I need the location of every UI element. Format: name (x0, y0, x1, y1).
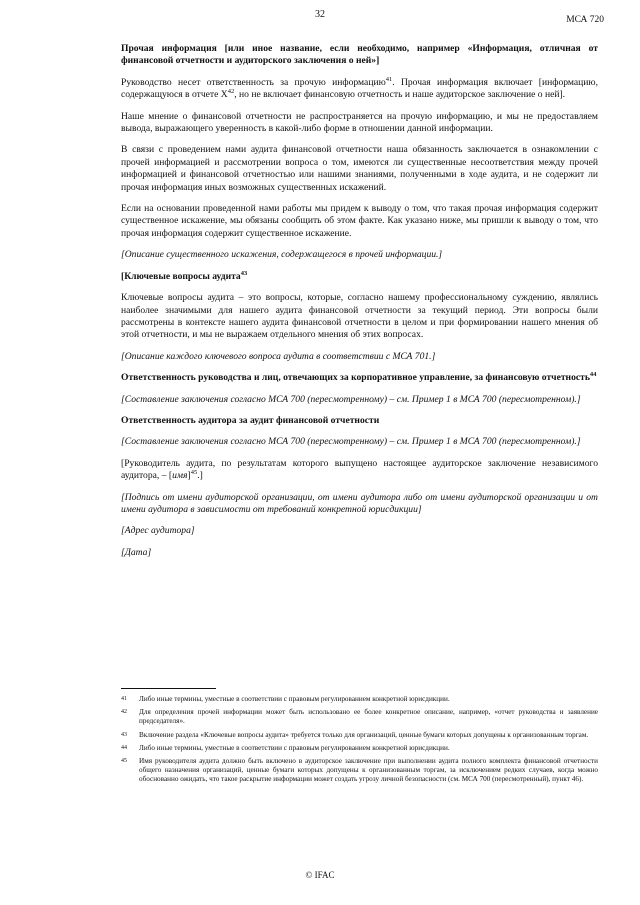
heading-other-information: Прочая информация [или иное название, если необходимо, например «Информация, отличная от финансовой отчетности и аудиторского заключения о ней»] (121, 43, 598, 67)
heading-auditor-responsibility: Ответственность аудитора за аудит финансовой отчетности (121, 414, 380, 426)
placeholder-signature: [Подпись от имени аудиторской организации, от имени аудитора либо от имени аудиторской организации и от имени аудитора в зависимости от требований конкретной юрисдикции] (121, 491, 598, 515)
footnote-ref-45: 45 (190, 468, 198, 476)
paragraph-engagement-partner: [Руководитель аудита, по результатам которого выпущено настоящее аудиторское заключение независимого аудитора, – [имя]$^{45}$.] (121, 457, 598, 482)
placeholder-auditor-section: [Составление заключения согласно МСА 700 (пересмотренному) – см. Пример 1 в МСА 700 (пересмотренном).] (121, 436, 581, 448)
heading-management-responsibility: Ответственность руководства и лиц, отвечающих за корпоративное управление, за финансовую отчетность$^{44}$ (121, 370, 597, 384)
placeholder-auditor-address: [Адрес аудитора] (121, 525, 195, 537)
paragraph-opinion-scope: Наше мнение о финансовой отчетности не распространяется на прочую информацию, и мы не предоставляем вывода, выражающего уверенность в какой-либо форме в отношении данной информации. (121, 110, 598, 135)
page-number: 32 (315, 9, 325, 20)
paragraph-responsibility: Руководство несет ответственность за прочую информацию$^{41}$. Прочая информация включает [информацию, содержащуюся в отчете $X^{42}$, но не включает финансовую отчетность и наше аудиторское заключение о ней]. (121, 75, 598, 101)
footnote: 45 Имя руководителя аудита должно быть включено в аудиторское заключение при выполнении аудита полного комплекта финансовой отчетности общего назначения организаций, ценные бумаги которых допущены к организованным торгам, за исключением редких случаев, когда можно обоснованно ожидать, что такое раскрытие информации может создать угрозу личной безопасности (см. МСА 700 (пересмотренный), пункт 46). (121, 757, 598, 784)
footnote-ref-42: 42 (227, 88, 235, 96)
footnote-ref-43: 43 (240, 269, 248, 277)
footnote: 42 Для определения прочей информации может быть использовано ее более конкретное описание, например, «отчет руководства и заявление председателя». (121, 708, 598, 726)
document-code: МСА 720 (566, 15, 604, 25)
paragraph-auditor-duty: В связи с проведением нами аудита финансовой отчетности наша обязанность заключается в ознакомлении с прочей информацией и рассмотрении вопроса о том, имеются ли существенные несоответствия между прочей информацией и финансовой отчетностью или нашими знаниями, полученными в ходе аудита, и не содержит ли прочая информация иных возможных существенных искажений. (121, 144, 598, 193)
page-footer: © IFAC (305, 870, 335, 880)
footnote: 43 Включение раздела «Ключевые вопросы аудита» требуется только для организаций, ценные бумаги которых допущены к организованным торгам. (121, 730, 589, 739)
paragraph-key-audit-matters: Ключевые вопросы аудита – это вопросы, которые, согласно нашему профессиональному суждению, являлись наиболее значимыми для нашего аудита финансовой отчетности за текущий период. Эти вопросы были рассмотрены в контексте нашего аудита финансовой отчетности в целом и при формировании нашего мнения об этой отчетности, и мы не выражаем отдельного мнения об этих вопросах. (121, 292, 598, 341)
paragraph-misstatement-conclusion: Если на основании проведенной нами работы мы придем к выводу о том, что такая прочая информация содержит существенное искажение, мы обязаны сообщить об этом факте. Как указано ниже, мы пришли к выводу о том, что прочая информация содержит существенное искажение. (121, 203, 598, 239)
footnote-ref-41: 41 (385, 75, 393, 83)
placeholder-kam-description: [Описание каждого ключевого вопроса аудита в соответствии с МСА 701.] (121, 350, 436, 362)
placeholder-misstatement-description: [Описание существенного искажения, содержащегося в прочей информации.] (121, 249, 443, 261)
footnote-ref-44: 44 (589, 370, 597, 378)
footnote-separator (121, 688, 216, 689)
placeholder-date: [Дата] (121, 546, 152, 558)
page-content (121, 43, 598, 568)
footnote: 44 Либо иные термины, уместные в соответствии с правовым регулированием конкретной юрисдикции. (121, 743, 450, 752)
footnotes (121, 695, 598, 789)
placeholder-management-section: [Составление заключения согласно МСА 700 (пересмотренному) – см. Пример 1 в МСА 700 (пересмотренном).] (121, 393, 581, 405)
heading-key-audit-matters: [Ключевые вопросы аудита$^{43}$ (121, 269, 248, 282)
footnote: 41 Либо иные термины, уместные в соответствии с правовым регулированием конкретной юрисдикции. (121, 695, 450, 703)
